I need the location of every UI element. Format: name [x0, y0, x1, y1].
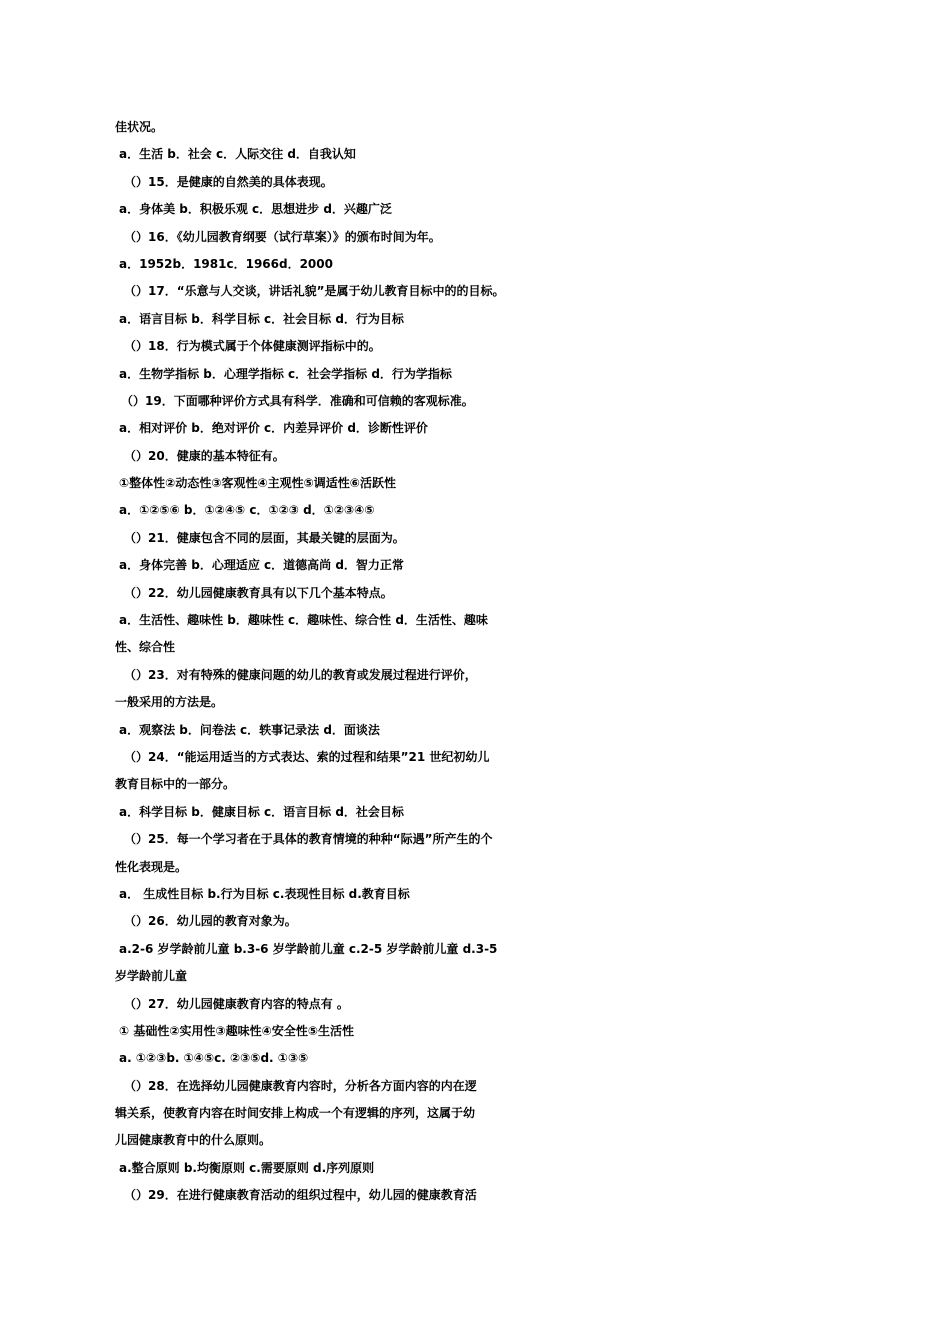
document-body [115, 114, 855, 1210]
question-18: （）18．行为模式属于个体健康测评指标中的。 [124, 339, 381, 354]
answer-options: a.2-6 岁学龄前儿童 b.3-6 岁学龄前儿童 c.2-5 岁学龄前儿童 d.3-5 [119, 941, 498, 956]
item-list: ①整体性②动态性③客观性④主观性⑤调适性⑥活跃性 [119, 476, 396, 491]
answer-options: a．生活 b．社会 c．人际交往 d．自我认知 [119, 147, 356, 162]
question-22: （）22．幼儿园健康教育具有以下几个基本特点。 [124, 585, 393, 600]
answer-options: a．1952b．1981c．1966d．2000 [119, 256, 333, 271]
continuation-line: 佳状况。 [115, 120, 164, 134]
continuation-line: 岁学龄前儿童 [115, 969, 188, 984]
question-27: （）27．幼儿园健康教育内容的特点有 。 [124, 996, 349, 1011]
answer-options: a．生活性、趣味性 b．趣味性 c．趣味性、综合性 d．生活性、趣味 [119, 613, 488, 628]
question-25: （）25．每一个学习者在于具体的教育情境的种种“际遇”所产生的个 [124, 832, 493, 847]
continuation-line: 性、综合性 [115, 640, 176, 655]
continuation-line: 儿园健康教育中的什么原则。 [115, 1133, 272, 1148]
continuation-line: 一般采用的方法是。 [115, 695, 224, 710]
question-17: （）17．“乐意与人交谈，讲话礼貌”是属于幼儿教育目标中的的目标。 [124, 284, 505, 299]
question-29: （）29．在进行健康教育活动的组织过程中，幼儿园的健康教育活 [124, 1188, 477, 1203]
question-28: （）28．在选择幼儿园健康教育内容时，分析各方面内容的内在逻 [124, 1078, 477, 1093]
continuation-line: 性化表现是。 [115, 859, 188, 874]
answer-options: a. ①②③b. ①④⑤c. ②③⑤d. ①③⑤ [119, 1051, 309, 1066]
answer-options: a．生物学指标 b．心理学指标 c．社会学指标 d．行为学指标 [119, 366, 452, 381]
question-21: （）21．健康包含不同的层面，其最关键的层面为。 [124, 530, 405, 545]
answer-options: a．语言目标 b．科学目标 c．社会目标 d．行为目标 [119, 311, 404, 326]
question-26: （）26．幼儿园的教育对象为。 [124, 914, 297, 929]
item-list: ① 基础性②实用性③趣味性④安全性⑤生活性 [119, 1023, 354, 1038]
answer-options: a． 生成性目标 b.行为目标 c.表现性目标 d.教育目标 [119, 886, 410, 901]
question-15: （）15．是健康的自然美的具体表现。 [124, 174, 333, 189]
question-19: （）19．下面哪种评价方式具有科学．准确和可信赖的客观标准。 [121, 393, 474, 408]
continuation-line: 辑关系，使教育内容在时间安排上构成一个有逻辑的序列，这属于幼 [115, 1106, 476, 1121]
question-24: （）24．“能运用适当的方式表达、索的过程和结果”21 世纪初幼儿 [124, 749, 490, 764]
answer-options: a．身体完善 b．心理适应 c．道德高尚 d．智力正常 [119, 558, 404, 573]
question-20: （）20．健康的基本特征有。 [124, 448, 285, 463]
question-23: （）23．对有特殊的健康问题的幼儿的教育或发展过程进行评价， [124, 667, 477, 682]
answer-options: a．科学目标 b．健康目标 c．语言目标 d．社会目标 [119, 804, 404, 819]
answer-options: a.整合原则 b.均衡原则 c.需要原则 d.序列原则 [119, 1160, 375, 1175]
answer-options: a．相对评价 b．绝对评价 c．内差异评价 d．诊断性评价 [119, 421, 428, 436]
answer-options: a．身体美 b．积极乐观 c．思想进步 d．兴趣广泛 [119, 202, 392, 217]
answer-options: a．观察法 b．问卷法 c．轶事记录法 d．面谈法 [119, 722, 380, 737]
continuation-line: 教育目标中的一部分。 [115, 777, 236, 792]
answer-options: a．①②⑤⑥ b．①②④⑤ c．①②③ d．①②③④⑤ [119, 503, 375, 518]
question-16: （）16．《幼儿园教育纲要（试行草案）》的颁布时间为年。 [124, 229, 441, 244]
